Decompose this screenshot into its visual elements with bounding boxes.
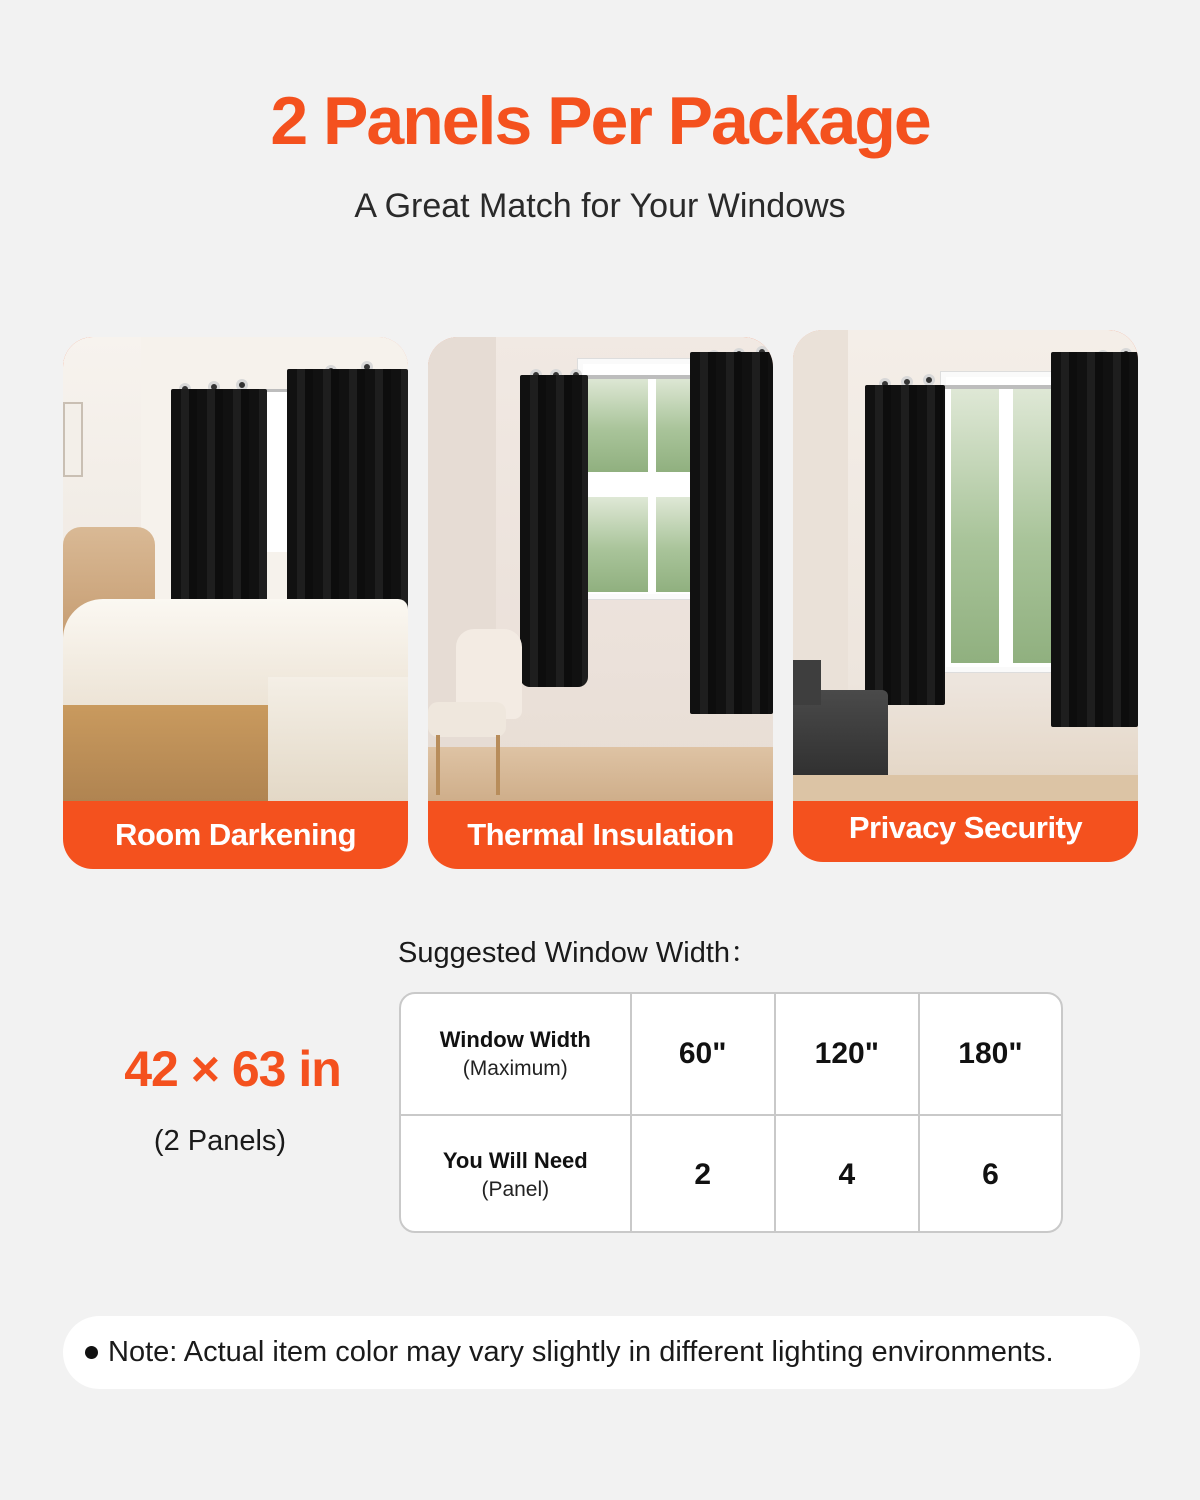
- window-width-table: [399, 992, 1063, 1233]
- table-cell: 2: [630, 1116, 774, 1233]
- table-cell: 60": [630, 994, 774, 1114]
- row-header-label: Window Width: [439, 1027, 591, 1052]
- note-text: Note: Actual item color may vary slightly in different lighting environments.: [108, 1336, 1054, 1368]
- suggested-width-heading: Suggested Window Width：: [398, 937, 760, 969]
- feature-card-thermal-insulation: [428, 337, 773, 869]
- panel-dimensions: 42 × 63 in: [124, 1041, 341, 1097]
- living-room-curtains-photo: [793, 330, 1138, 801]
- page-subtitle: A Great Match for Your Windows: [354, 187, 846, 225]
- feature-label: Privacy Security: [848, 810, 1083, 845]
- table-cell: 6: [918, 1116, 1061, 1233]
- row-header-label: You Will Need: [442, 1147, 588, 1173]
- table-row: [401, 1116, 1061, 1233]
- row-header-sublabel: (Panel): [481, 1177, 550, 1201]
- row-header-sublabel: (Maximum): [462, 1057, 568, 1080]
- table-cell: 120": [774, 994, 918, 1114]
- bedroom-curtains-photo: [63, 337, 408, 801]
- row-header: [401, 1116, 630, 1233]
- table-row: [401, 994, 1061, 1116]
- row-header: [401, 994, 630, 1114]
- feature-label: Room Darkening: [114, 817, 357, 852]
- window-chair-curtains-photo: [428, 337, 773, 801]
- feature-card-room-darkening: [63, 337, 408, 869]
- bullet-icon: [85, 1346, 98, 1359]
- panel-count: (2 Panels): [153, 1125, 287, 1157]
- table-cell: 4: [774, 1116, 918, 1233]
- feature-label: Thermal Insulation: [467, 817, 734, 852]
- page-title: 2 Panels Per Package: [270, 83, 930, 159]
- color-disclaimer-note: [63, 1316, 1140, 1389]
- feature-card-privacy-security: [793, 330, 1138, 862]
- table-cell: 180": [918, 994, 1061, 1114]
